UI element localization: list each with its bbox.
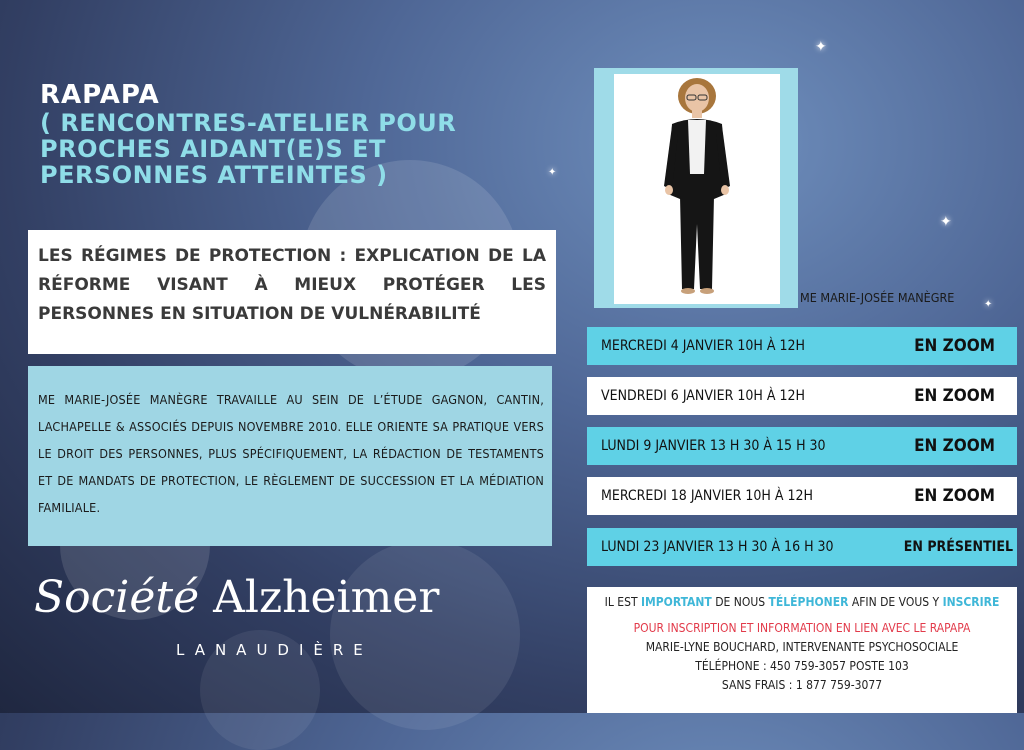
session-date: VENDREDI 6 JANVIER 10H À 12H bbox=[601, 388, 805, 404]
organization-logo bbox=[34, 572, 554, 659]
logo-word-societe: Société bbox=[34, 572, 200, 623]
sparkle-icon: ✦ bbox=[940, 214, 952, 230]
registration-notice bbox=[587, 595, 1017, 609]
contact-phone: TÉLÉPHONE : 450 759-3057 POSTE 103 bbox=[695, 659, 909, 673]
session-row bbox=[587, 427, 1017, 465]
notice-highlight: INSCRIRE bbox=[942, 595, 1000, 609]
page-subtitle-line: PROCHES AIDANT(E)S ET bbox=[40, 135, 386, 163]
page-subtitle-line: ( RENCONTRES-ATELIER POUR bbox=[40, 109, 457, 137]
speaker-caption: ME MARIE-JOSÉE MANÈGRE bbox=[800, 290, 955, 305]
session-date: MERCREDI 4 JANVIER 10H À 12H bbox=[601, 338, 805, 354]
session-date: LUNDI 9 JANVIER 13 H 30 À 15 H 30 bbox=[601, 438, 826, 454]
notice-highlight: IMPORTANT bbox=[640, 595, 712, 609]
sparkle-icon: ✦ bbox=[815, 39, 827, 55]
notice-highlight: TÉLÉPHONER bbox=[768, 595, 849, 609]
page-title: RAPAPA bbox=[40, 80, 160, 110]
contact-tollfree: SANS FRAIS : 1 877 759-3077 bbox=[721, 678, 883, 692]
logo-wordmark bbox=[34, 572, 554, 623]
person-illustration bbox=[614, 74, 780, 304]
session-date: MERCREDI 18 JANVIER 10H À 12H bbox=[601, 488, 813, 504]
session-mode: EN ZOOM bbox=[914, 436, 995, 456]
session-row bbox=[587, 327, 1017, 365]
registration-heading: POUR INSCRIPTION ET INFORMATION EN LIEN AVEC LE RAPAPA bbox=[633, 621, 971, 635]
speaker-photo-frame bbox=[594, 68, 798, 308]
session-row bbox=[587, 377, 1017, 415]
contact-info-box bbox=[587, 587, 1017, 713]
page-subtitle-line: PERSONNES ATTEINTES ) bbox=[40, 161, 388, 189]
session-row bbox=[587, 528, 1017, 566]
session-mode: EN ZOOM bbox=[914, 486, 995, 506]
subject-text: LES RÉGIMES DE PROTECTION : EXPLICATION DE LA RÉFORME VISANT À MIEUX PROTÉGER LES PERSONNES EN SITUATION DE VULNÉRABILITÉ bbox=[38, 246, 546, 324]
subject-box bbox=[28, 230, 556, 354]
session-mode: EN PRÉSENTIEL bbox=[903, 539, 1013, 555]
sparkle-icon: ✦ bbox=[548, 167, 557, 178]
session-row bbox=[587, 477, 1017, 515]
header-title-block bbox=[40, 80, 540, 188]
session-mode: EN ZOOM bbox=[914, 386, 995, 406]
logo-region: LANAUDIÈRE bbox=[176, 641, 373, 659]
notice-text: IL EST bbox=[604, 595, 641, 609]
bio-box bbox=[28, 366, 552, 546]
contact-name: MARIE-LYNE BOUCHARD, INTERVENANTE PSYCHOSOCIALE bbox=[645, 640, 959, 654]
sparkle-icon: ✦ bbox=[984, 299, 993, 310]
logo-word-alzheimer: Alzheimer bbox=[213, 572, 440, 623]
session-date: LUNDI 23 JANVIER 13 H 30 À 16 H 30 bbox=[601, 539, 834, 555]
speaker-photo bbox=[614, 74, 780, 304]
session-mode: EN ZOOM bbox=[914, 336, 995, 356]
notice-text: AFIN DE VOUS Y bbox=[848, 595, 943, 609]
bio-text: ME MARIE-JOSÉE MANÈGRE TRAVAILLE AU SEIN DE L’ÉTUDE GAGNON, CANTIN, LACHAPELLE & ASSOCIÉS DEPUIS NOVEMBRE 2010. ELLE ORIENTE SA PRATIQUE VERS LE DROIT DES PERSONNES, PLUS SPÉCIFIQUEMENT, LA RÉDACTION DE TESTAMENTS ET DE MANDATS DE PROTECTION, LE RÈGLEMENT DE SUCCESSION ET LA MÉDIATION FAMILIALE. bbox=[38, 392, 544, 515]
notice-text: DE NOUS bbox=[711, 595, 769, 609]
